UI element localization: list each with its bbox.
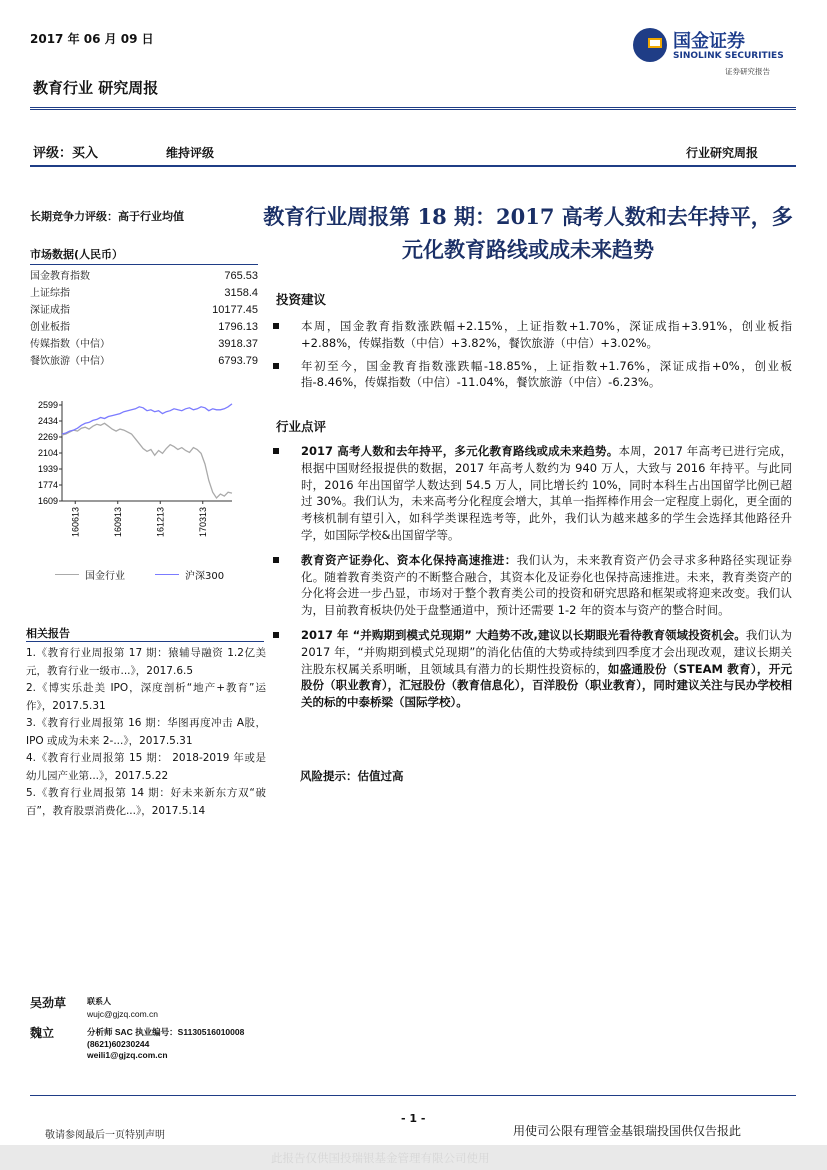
report-date: 2017 年 06 月 09 日 (30, 32, 154, 46)
y-tick-label: 1939 (37, 464, 58, 474)
page-number: - 1 - (401, 1112, 426, 1125)
related-report-item[interactable]: 3.《教育行业周报第 16 期：华图再度冲击 A股，IPO 或成为未来 2-...》，2017.5.31 (26, 717, 266, 747)
legend-label-hs300: 沪深300 (185, 571, 225, 582)
legend-line-hs300 (155, 574, 179, 575)
x-tick-label: 161213 (155, 507, 166, 538)
market-row: 上证综指 3158.4 (30, 287, 258, 299)
logo-english: SINOLINK SECURITIES (673, 51, 784, 61)
comment-bullet: 教育资产证券化、资本化保持高速推进：我们认为，未来教育资产仍会寻求多种路径实现证券化。随着教育类资产的不断整合融合，其资本化及证券化也保持高速推进。未来，教育类资产的分化将会进一步凸显，市场对于整个教育类公司的投资和研究思路和框架或将迎来改变。我们认为，目前教育板块仍处于盘整通道中，预计还需要 1-2 年的资本与资产的整合时间。 (272, 552, 792, 619)
y-tick-label: 1774 (37, 480, 58, 490)
related-reports-rule (26, 641, 264, 642)
y-tick-label: 2434 (37, 416, 58, 426)
comment-bullet: 2017 年 “并购期到模式兑现期” 大趋势不改,建议以长期眼光看待教育领域投资机会。我们认为 2017 年，“并购期到模式兑现期”的消化估值的大势或持续到四季度才会出现改观，建议长期关注股东权属关系明晰，且领域具有潜力的长期性投资标的，如盛通股份（STEAM 教育），开元股份（职业教育），汇冠股份（教育信息化），百洋股份（职业教育），同时建议关注与民办学校相关的标的中泰桥梁（国际学校）。 (272, 627, 792, 711)
market-data-table (30, 268, 258, 370)
market-row: 创业板指 1796.13 (30, 321, 258, 333)
market-row: 深证成指 10177.45 (30, 304, 258, 316)
author-email[interactable]: wujc@gjzq.com.cn (87, 1009, 158, 1019)
related-report-item[interactable]: 4.《教育行业周报第 15 期： 2018-2019 年或是幼儿园产业第...》，2017.5.22 (26, 752, 266, 782)
author-phone: (8621)60230244 (87, 1038, 150, 1049)
y-tick-label: 2104 (37, 448, 58, 458)
author-name: 吴劲草 (30, 996, 67, 1010)
section-invest-title: 投资建议 (276, 292, 327, 307)
related-report-item[interactable]: 2.《博实乐赴美 IPO，深度剖析“地产+教育”运作》，2017.5.31 (26, 682, 266, 712)
watermark: 此报告仅供国投瑞银基金管理有限公司使用 (271, 1151, 490, 1165)
section-comment-title: 行业点评 (276, 419, 327, 434)
index-line-chart (22, 395, 262, 555)
y-tick-label: 2599 (37, 400, 58, 410)
series-line-industry (62, 423, 232, 498)
footer-disclaimer: 敬请参阅最后一页特别声明 (45, 1130, 165, 1141)
related-reports-title: 相关报告 (26, 627, 70, 640)
related-report-item[interactable]: 1.《教育行业周报第 17 期：猿辅导融资 1.2亿美元，教育行业一级市...》，2017.6.5 (26, 647, 266, 677)
legend-line-industry (55, 574, 79, 575)
author-sac-number: 分析师 SAC 执业编号：S1130516010008 (87, 1027, 245, 1037)
market-row: 餐饮旅游（中信） 6793.79 (30, 355, 258, 367)
author-name: 魏立 (30, 1026, 55, 1040)
risk-note: 风险提示：估值过高 (300, 769, 404, 783)
rating-maintain: 维持评级 (166, 146, 215, 160)
author-info (87, 1027, 244, 1062)
y-tick-label: 2269 (37, 432, 58, 442)
comment-bullet: 2017 高考人数和去年持平，多元化教育路线或成未来趋势。本周，2017 年高考已进行完成，根据中国财经报提供的数据，2017 年高考人数约为 940 万人，大致与 2016 年持平。与此同时，2016 年出国留学人数达到 54.5 万人，同比增长约 10%，同时本科生占出国留学比例已超过 30%。我们认为，未来高考分化程度会增大，其单一指挥棒作用会一定程度上弱化，更全面的考核机制有望引入，如科学类课程选考等，此外，我们认为越来越多的学生会选择其他路径升学，如国际学校&出国留学等。 (272, 443, 792, 544)
logo-tagline: 证券研究报告 (725, 67, 770, 76)
report-title: 教育行业周报第 18 期：2017 高考人数和去年持平，多元化教育路线或成未来趋势 (263, 204, 793, 262)
logo-name: 国金证券 (673, 31, 745, 52)
author-email[interactable]: weili1@gjzq.com.cn (87, 1050, 168, 1060)
x-tick-label: 170313 (197, 507, 208, 538)
header-rule (30, 107, 796, 110)
related-report-item[interactable]: 5.《教育行业周报第 14 期：好未来新东方双“破百”，教育股票消费化...》，2017.5.14 (26, 787, 266, 817)
competitive-rating: 长期竞争力评级：高于行业均值 (30, 210, 184, 223)
market-data-title: 市场数据(人民币） (30, 248, 124, 261)
x-tick-label: 160613 (70, 507, 81, 538)
market-row: 传媒指数（中信） 3918.37 (30, 338, 258, 350)
invest-bullet: 本周，国金教育指数涨跌幅+2.15%，上证指数+1.70%，深证成指+3.91%，创业板指+2.88%，传媒指数（中信）+3.82%，餐饮旅游（中信）+3.02%。 (272, 318, 792, 352)
invest-bullets (272, 318, 792, 397)
market-row: 国金教育指数 765.53 (30, 270, 258, 282)
series-line-hs300 (62, 404, 232, 434)
invest-bullet: 年初至今，国金教育指数涨跌幅-18.85%，上证指数+1.76%，深证成指+0%，创业板指-8.46%，传媒指数（中信）-11.04%，餐饮旅游（中信）-6.23%。 (272, 358, 792, 392)
comment-bullets (272, 443, 792, 719)
report-type: 行业研究周报 (686, 146, 759, 160)
chart-legend (55, 567, 224, 582)
author-role: 联系人 (87, 997, 111, 1006)
legend-label-industry: 国金行业 (85, 571, 125, 582)
market-data-rule (30, 264, 258, 265)
industry-label: 教育行业 研究周报 (33, 79, 159, 97)
footer-rule (30, 1095, 796, 1096)
footer-notice: 用使司公限有理管金基银瑞投国供仅告报此 (513, 1124, 742, 1138)
related-reports-list (26, 645, 266, 820)
x-tick-label: 160913 (112, 507, 123, 538)
y-tick-label: 1609 (37, 496, 58, 506)
section-rule (30, 165, 796, 167)
rating: 评级：买入 (33, 146, 99, 161)
